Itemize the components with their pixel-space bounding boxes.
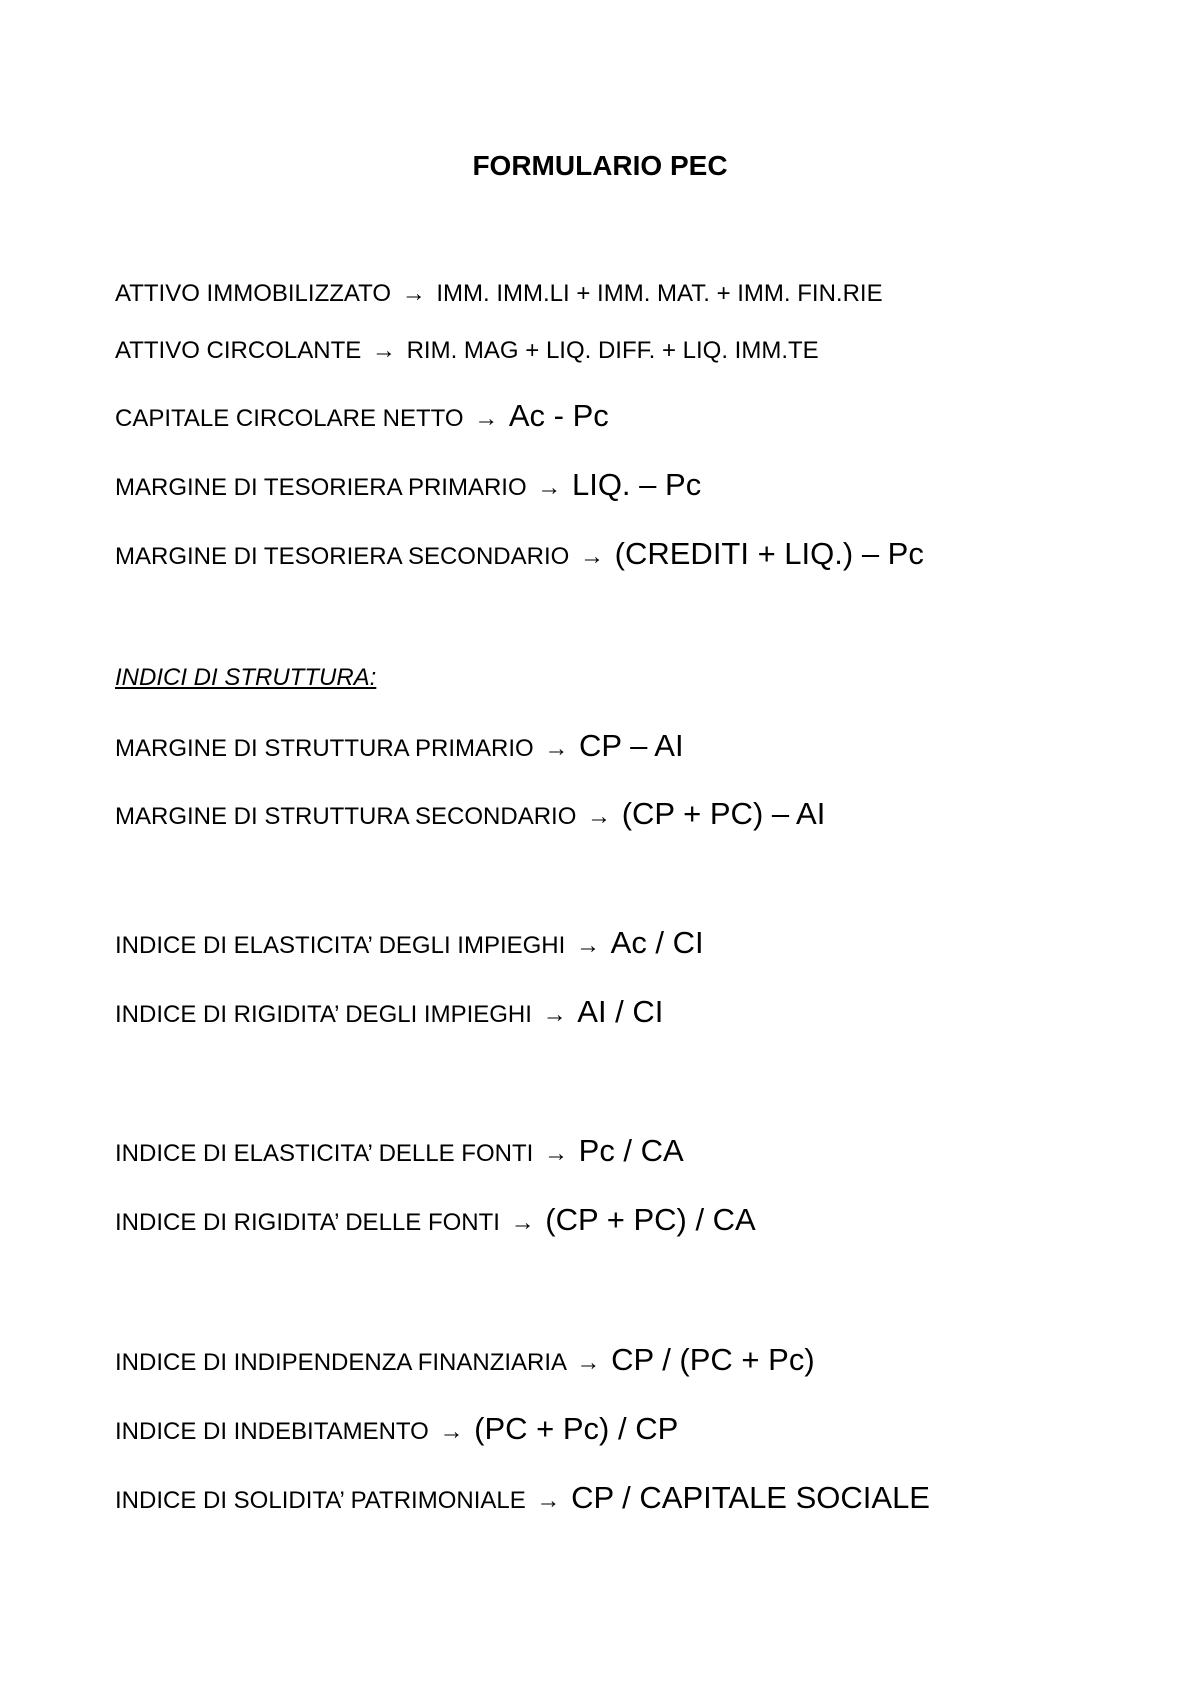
arrow-icon: →	[576, 1349, 601, 1376]
formula-label: ATTIVO CIRCOLANTE	[115, 337, 362, 364]
formula-label: MARGINE DI TESORIERA PRIMARIO	[115, 474, 527, 501]
formula-label: INDICE DI INDIPENDENZA FINANZIARIA	[115, 1349, 566, 1376]
formula-label: MARGINE DI STRUTTURA PRIMARIO	[115, 735, 534, 762]
formula-line-elasticita-fonti	[115, 1133, 684, 1169]
arrow-icon: →	[510, 1209, 535, 1236]
section-heading-indici-struttura: INDICI DI STRUTTURA:	[115, 664, 377, 691]
formula-label: MARGINE DI TESORIERA SECONDARIO	[115, 543, 570, 570]
formula-label: INDICE DI SOLIDITA’ PATRIMONIALE	[115, 1487, 526, 1514]
arrow-icon: →	[579, 543, 604, 570]
formula-line-rigidita-impieghi	[115, 994, 663, 1030]
formula-expression: CP / (PC + Pc)	[611, 1342, 815, 1377]
formula-line-indebitamento	[115, 1411, 678, 1447]
arrow-icon: →	[542, 1001, 567, 1028]
arrow-icon: →	[537, 474, 562, 501]
formula-line-attivo-immobilizzato	[115, 280, 883, 308]
formula-label: INDICE DI ELASTICITA’ DELLE FONTI	[115, 1140, 534, 1167]
formula-expression: (CREDITI + LIQ.) – Pc	[614, 536, 924, 571]
page-title: FORMULARIO PEC	[472, 150, 728, 181]
formula-expression: (PC + Pc) / CP	[474, 1411, 679, 1446]
arrow-icon: →	[543, 1140, 568, 1167]
formula-expression: Pc / CA	[578, 1133, 684, 1168]
formula-expression: LIQ. – Pc	[571, 467, 702, 502]
arrow-icon: →	[536, 1487, 561, 1514]
formula-label: INDICE DI RIGIDITA’ DEGLI IMPIEGHI	[115, 1001, 532, 1028]
formula-line-margine-struttura-secondario	[115, 796, 825, 832]
formula-expression: Ac - Pc	[508, 398, 609, 433]
formula-line-solidita-patrimoniale	[115, 1480, 930, 1516]
formula-expression: CP – AI	[579, 728, 684, 763]
formula-label: INDICE DI INDEBITAMENTO	[115, 1418, 429, 1445]
formula-expression: AI / CI	[577, 994, 664, 1029]
formula-label: MARGINE DI STRUTTURA SECONDARIO	[115, 803, 577, 830]
formula-line-capitale-circolare-netto	[115, 398, 609, 434]
arrow-icon: →	[371, 337, 396, 364]
formula-label: CAPITALE CIRCOLARE NETTO	[115, 405, 464, 432]
formula-expression: RIM. MAG + LIQ. DIFF. + LIQ. IMM.TE	[406, 337, 819, 364]
arrow-icon: →	[544, 735, 569, 762]
formula-line-elasticita-impieghi	[115, 925, 704, 961]
formula-line-margine-struttura-primario	[115, 728, 684, 764]
formula-label: INDICE DI RIGIDITA’ DELLE FONTI	[115, 1209, 500, 1236]
arrow-icon: →	[474, 405, 499, 432]
arrow-icon: →	[439, 1418, 464, 1445]
arrow-icon: →	[401, 280, 426, 307]
formula-expression: CP / CAPITALE SOCIALE	[571, 1480, 930, 1515]
formula-line-rigidita-fonti	[115, 1202, 756, 1238]
arrow-icon: →	[587, 803, 612, 830]
arrow-icon: →	[575, 932, 600, 959]
formula-line-attivo-circolante	[115, 337, 819, 365]
formula-expression: (CP + PC) / CA	[545, 1202, 756, 1237]
formula-line-margine-tesoreria-primario	[115, 467, 701, 503]
formula-expression: (CP + PC) – AI	[621, 796, 826, 831]
formula-label: INDICE DI ELASTICITA’ DEGLI IMPIEGHI	[115, 932, 566, 959]
formula-line-indipendenza-finanziaria	[115, 1342, 815, 1378]
formula-expression: Ac / CI	[610, 925, 704, 960]
formula-line-margine-tesoreria-secondario	[115, 536, 924, 572]
formula-expression: IMM. IMM.LI + IMM. MAT. + IMM. FIN.RIE	[436, 280, 883, 307]
formula-label: ATTIVO IMMOBILIZZATO	[115, 280, 392, 307]
